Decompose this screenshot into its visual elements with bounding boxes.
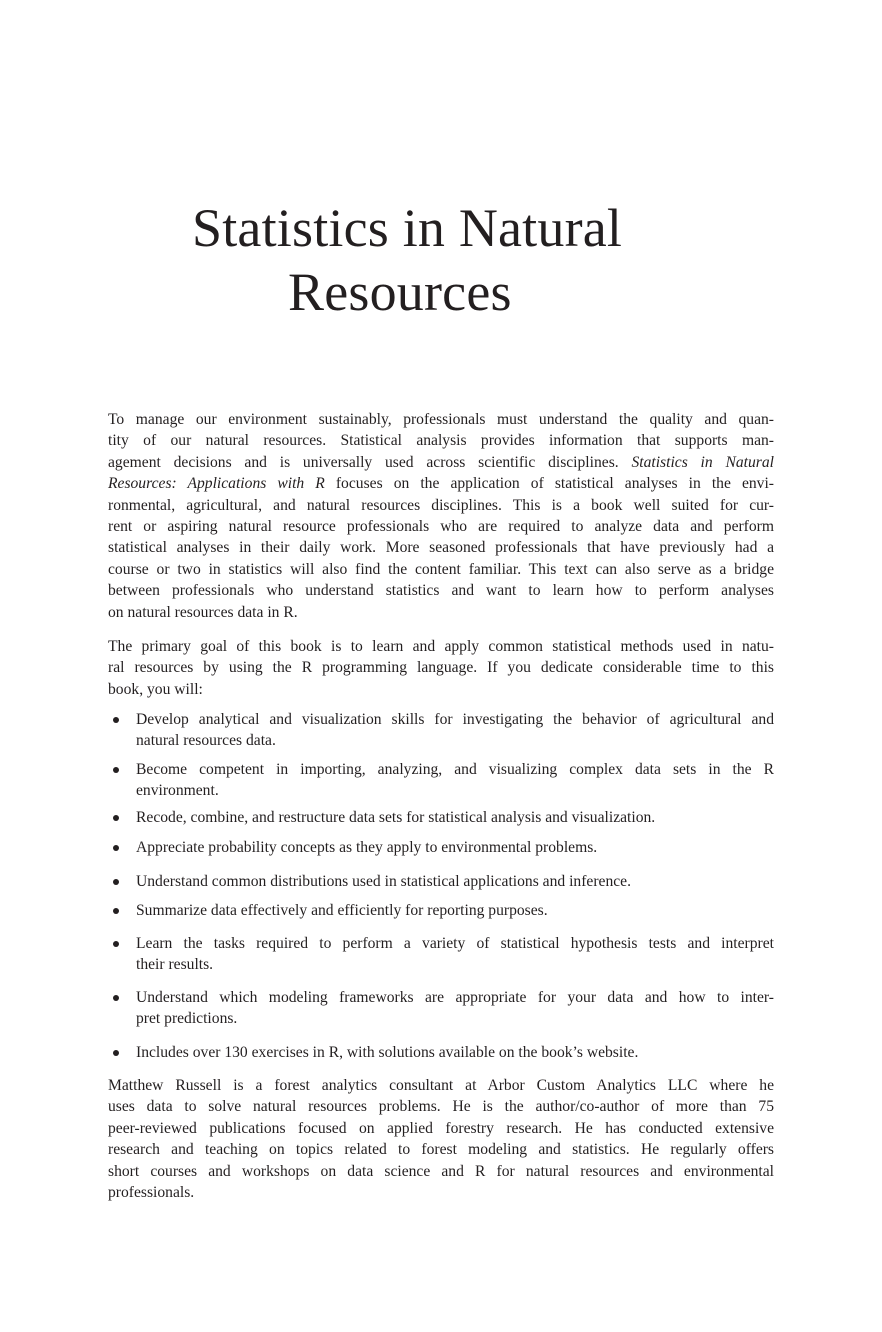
text-segment: focuses on the application of statistical analyses in the envi-	[324, 475, 774, 493]
text-line	[108, 537, 774, 558]
text-line	[108, 559, 774, 580]
text-segment: The primary goal of this book is to learn and apply common statistical methods used in natu-	[108, 638, 774, 655]
text-line	[108, 1161, 774, 1182]
bullet-text	[136, 807, 774, 828]
bullet-dot-icon	[113, 815, 119, 821]
text-segment: research and teaching on topics related to forest modeling and statistics. He regularly offers	[108, 1141, 774, 1159]
bullet-item	[108, 900, 774, 921]
author-bio-paragraph	[108, 1075, 774, 1203]
bullet-dot-icon	[113, 717, 119, 723]
text-line: Develop analytical and visualization skills for investigating the behavior of agricultural and	[136, 711, 774, 728]
bullet-item	[108, 807, 774, 828]
text-segment: agement decisions and is universally used across scientific disciplines.	[108, 453, 632, 471]
text-segment: short courses and workshops on data science and R for natural resources and environmental	[108, 1162, 774, 1180]
text-line	[108, 602, 774, 623]
text-line	[108, 452, 774, 473]
text-segment: Matthew Russell is a forest analytics consultant at Arbor Custom Analytics LLC where he	[108, 1077, 774, 1094]
text-line: pret predictions.	[136, 1010, 238, 1028]
bullet-item	[108, 759, 774, 802]
text-segment: peer-reviewed publications focused on applied forestry research. He has conducted extensive	[108, 1119, 774, 1137]
text-line: Become competent in importing, analyzing, and visualizing complex data sets in the R	[136, 761, 774, 778]
bullet-dot-icon	[113, 879, 119, 885]
bullet-item	[108, 987, 774, 1030]
text-line: Learn the tasks required to perform a variety of statistical hypothesis tests and interpret	[136, 935, 774, 952]
text-segment: between professionals who understand statistics and want to learn how to perform analyses	[108, 582, 774, 600]
text-line	[108, 1096, 774, 1117]
bullet-text	[136, 987, 774, 1030]
text-line: Includes over 130 exercises in R, with solutions available on the book’s website.	[136, 1044, 639, 1061]
bullet-item	[108, 933, 774, 976]
intro-paragraph	[108, 409, 774, 623]
text-line	[108, 1139, 774, 1160]
bullet-dot-icon	[113, 767, 119, 773]
text-segment: uses data to solve natural resources problems. He is the author/co-author of more than 75	[108, 1098, 774, 1116]
italic-book-title-text: Statistics in Natural	[631, 453, 774, 471]
text-line	[108, 1182, 774, 1203]
text-line	[108, 409, 774, 430]
bullet-text	[136, 709, 774, 752]
text-segment: To manage our environment sustainably, professionals must understand the quality and quan-	[108, 411, 774, 428]
book-title-line-1: Statistics in Natural	[192, 198, 623, 258]
bullet-text	[136, 933, 774, 976]
bullet-text	[136, 1042, 774, 1063]
text-line	[108, 1118, 774, 1139]
text-line	[108, 657, 774, 678]
text-line	[108, 430, 774, 451]
bullet-text	[136, 900, 774, 921]
text-line: Recode, combine, and restructure data sets for statistical analysis and visualization.	[136, 809, 656, 826]
bullet-item	[108, 1042, 774, 1063]
bullet-item	[108, 709, 774, 752]
text-line: Appreciate probability concepts as they apply to environmental problems.	[136, 839, 598, 856]
text-segment: rent or aspiring natural resource professionals who are required to analyze data and perform	[108, 517, 774, 535]
bullet-item	[108, 837, 774, 858]
bullet-dot-icon	[113, 941, 119, 947]
bullet-text	[136, 759, 774, 802]
text-line	[108, 473, 774, 494]
goals-paragraph	[108, 636, 774, 700]
text-line	[108, 1075, 774, 1096]
italic-book-title-text: Resources: Applications with R	[108, 475, 325, 493]
text-line	[108, 516, 774, 537]
text-segment: statistical analyses in their daily work. More seasoned professionals that have previously had a	[108, 539, 774, 557]
text-line: environment.	[136, 782, 219, 800]
text-line: their results.	[136, 956, 214, 974]
bullet-dot-icon	[113, 845, 119, 851]
text-segment: course or two in statistics will also find the content familiar. This text can also serve as a bridge	[108, 560, 774, 578]
text-line: Understand which modeling frameworks are appropriate for your data and how to inter-	[136, 989, 774, 1006]
text-line: natural resources data.	[136, 732, 276, 750]
text-line	[108, 495, 774, 516]
text-line: Summarize data effectively and efficiently for reporting purposes.	[136, 902, 548, 919]
bullet-dot-icon	[113, 995, 119, 1001]
text-segment: on natural resources data in R.	[108, 603, 298, 621]
bullet-text	[136, 837, 774, 858]
text-segment: ral resources by using the R programming language. If you dedicate considerable time to this	[108, 659, 774, 677]
bullet-dot-icon	[113, 1050, 119, 1056]
text-segment: ronmental, agricultural, and natural resources disciplines. This is a book well suited for cur-	[108, 496, 774, 514]
text-segment: professionals.	[108, 1183, 195, 1201]
book-title-line-2: Resources	[288, 262, 512, 322]
text-line	[108, 679, 774, 700]
bullet-dot-icon	[113, 908, 119, 914]
text-segment: book, you will:	[108, 680, 203, 698]
text-segment: tity of our natural resources. Statistical analysis provides information that supports man-	[108, 432, 774, 450]
bullet-text	[136, 871, 774, 892]
text-line	[108, 636, 774, 657]
text-line	[108, 580, 774, 601]
text-line: Understand common distributions used in statistical applications and inference.	[136, 873, 631, 890]
bullet-item	[108, 871, 774, 892]
